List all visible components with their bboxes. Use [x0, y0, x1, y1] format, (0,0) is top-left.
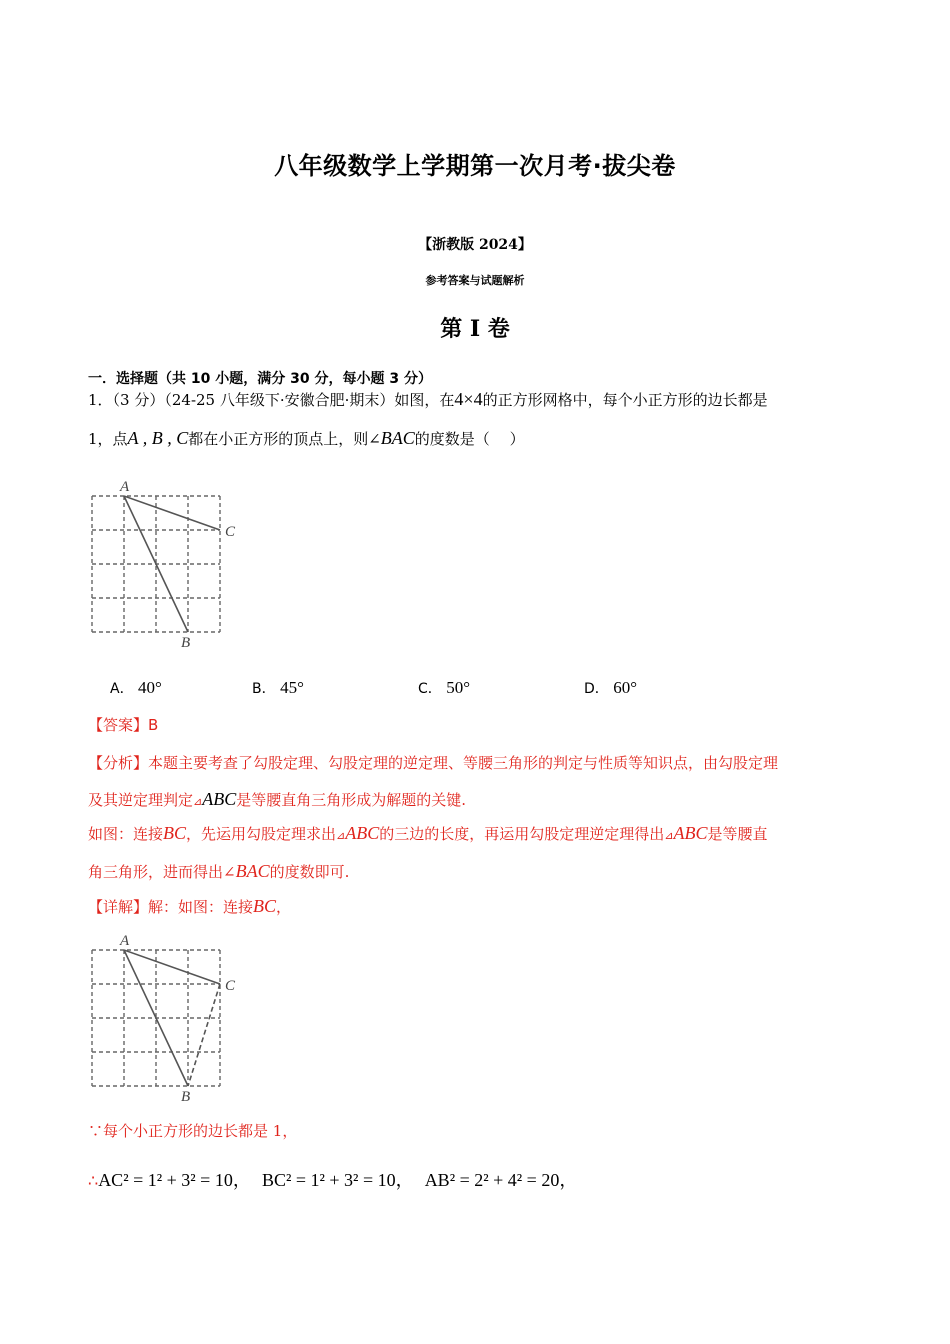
question-text: 的度数是（ ）	[414, 430, 525, 448]
equation-bc: BC² = 1² + 3² = 10，	[261, 1170, 414, 1190]
detail-tag: 【详解】	[88, 898, 149, 916]
answer-tag: 【答案】	[88, 716, 149, 734]
option-d[interactable]	[584, 678, 637, 698]
option-value: 40°	[138, 678, 162, 697]
edition-label: 【浙教版 2024】	[418, 237, 532, 253]
option-value: 60°	[613, 678, 638, 697]
analysis-line-4	[88, 861, 349, 882]
option-letter: B．	[252, 681, 276, 697]
triangle-symbol: ⊿	[664, 829, 674, 842]
triangle-name: ABC	[202, 789, 237, 809]
analysis-text: ，先运用勾股定理求出	[186, 825, 337, 843]
point-label-b: B	[181, 1089, 191, 1105]
option-c[interactable]	[418, 678, 470, 698]
option-letter: C．	[418, 681, 442, 697]
question-source: （24-25 八年级下·安徽合肥·期末）如图，在	[164, 391, 455, 409]
analysis-text: 及其逆定理判定	[88, 791, 194, 809]
therefore-symbol: ∴	[88, 1171, 99, 1190]
volume-heading: 第 I 卷	[440, 316, 510, 342]
point-label-c: C	[225, 524, 236, 540]
therefore-line	[88, 1166, 577, 1192]
because-line: ∵每个小正方形的边长都是 1，	[88, 1122, 298, 1140]
point-label-b: B	[181, 635, 191, 651]
grid-size: 4×4	[454, 389, 483, 409]
option-value: 45°	[280, 678, 304, 697]
angle-name: BAC	[235, 861, 270, 881]
analysis-text: 是等腰直角三角形成为解题的关键.	[236, 791, 467, 809]
analysis-text: 的度数即可.	[269, 863, 350, 881]
question-score: （3 分）	[112, 391, 165, 409]
equation-ac: AC² = 1² + 3² = 10，	[98, 1170, 251, 1190]
analysis-text: 角三角形，进而得出∠	[88, 863, 236, 881]
document-title: 八年级数学上学期第一次月考·拔尖卷	[274, 152, 676, 180]
segment-bc-dashed	[188, 984, 220, 1086]
analysis-text: 的三边的长度，再运用勾股定理逆定理得出	[379, 825, 665, 843]
analysis-text: 本题主要考查了勾股定理、勾股定理的逆定理、等腰三角形的判定与性质等知识点，由勾股定理	[148, 754, 779, 772]
detail-text: 解：如图：连接	[148, 898, 254, 916]
equation-ab: AB² = 2² + 4² = 20，	[424, 1170, 578, 1190]
answer-value: B	[148, 716, 159, 734]
triangle-name: ABC	[345, 823, 380, 843]
section-heading: 一．选择题（共 10 小题，满分 30 分，每小题 3 分）	[88, 371, 432, 387]
analysis-line-3	[88, 823, 768, 844]
question-text: 1，点	[88, 430, 128, 448]
option-letter: A．	[110, 681, 134, 697]
option-b[interactable]	[252, 678, 304, 698]
question-angle: BAC	[380, 428, 415, 448]
detail-line	[88, 896, 291, 917]
grid-figure-solution	[84, 930, 254, 1106]
analysis-text: 如图：连接	[88, 825, 164, 843]
answer-line	[88, 714, 158, 735]
grid-figure-question	[84, 476, 254, 652]
segment-name: BC	[163, 823, 187, 843]
option-a[interactable]	[110, 678, 162, 698]
question-line-2	[88, 428, 525, 449]
point-label-a: A	[120, 933, 130, 949]
question-text: 都在小正方形的顶点上，则∠	[188, 430, 381, 448]
segment-name: BC	[253, 896, 277, 916]
triangle-symbol: ⊿	[336, 829, 346, 842]
question-points: A , B , C	[127, 428, 189, 448]
analysis-tag: 【分析】	[88, 754, 149, 772]
analysis-text: 是等腰直	[707, 825, 768, 843]
question-line-1	[88, 389, 768, 410]
option-value: 50°	[446, 678, 471, 697]
point-label-c: C	[225, 978, 236, 994]
analysis-line-1	[88, 752, 778, 773]
detail-text: ，	[276, 898, 292, 916]
analysis-line-2	[88, 789, 466, 810]
question-text: 的正方形网格中，每个小正方形的边长都是	[482, 391, 768, 409]
point-label-a: A	[120, 479, 130, 495]
subtitle: 参考答案与试题解析	[425, 274, 525, 287]
option-letter: D．	[584, 681, 609, 697]
triangle-name: ABC	[673, 823, 708, 843]
question-number: 1．	[88, 391, 113, 409]
triangle-symbol: ⊿	[193, 795, 203, 808]
